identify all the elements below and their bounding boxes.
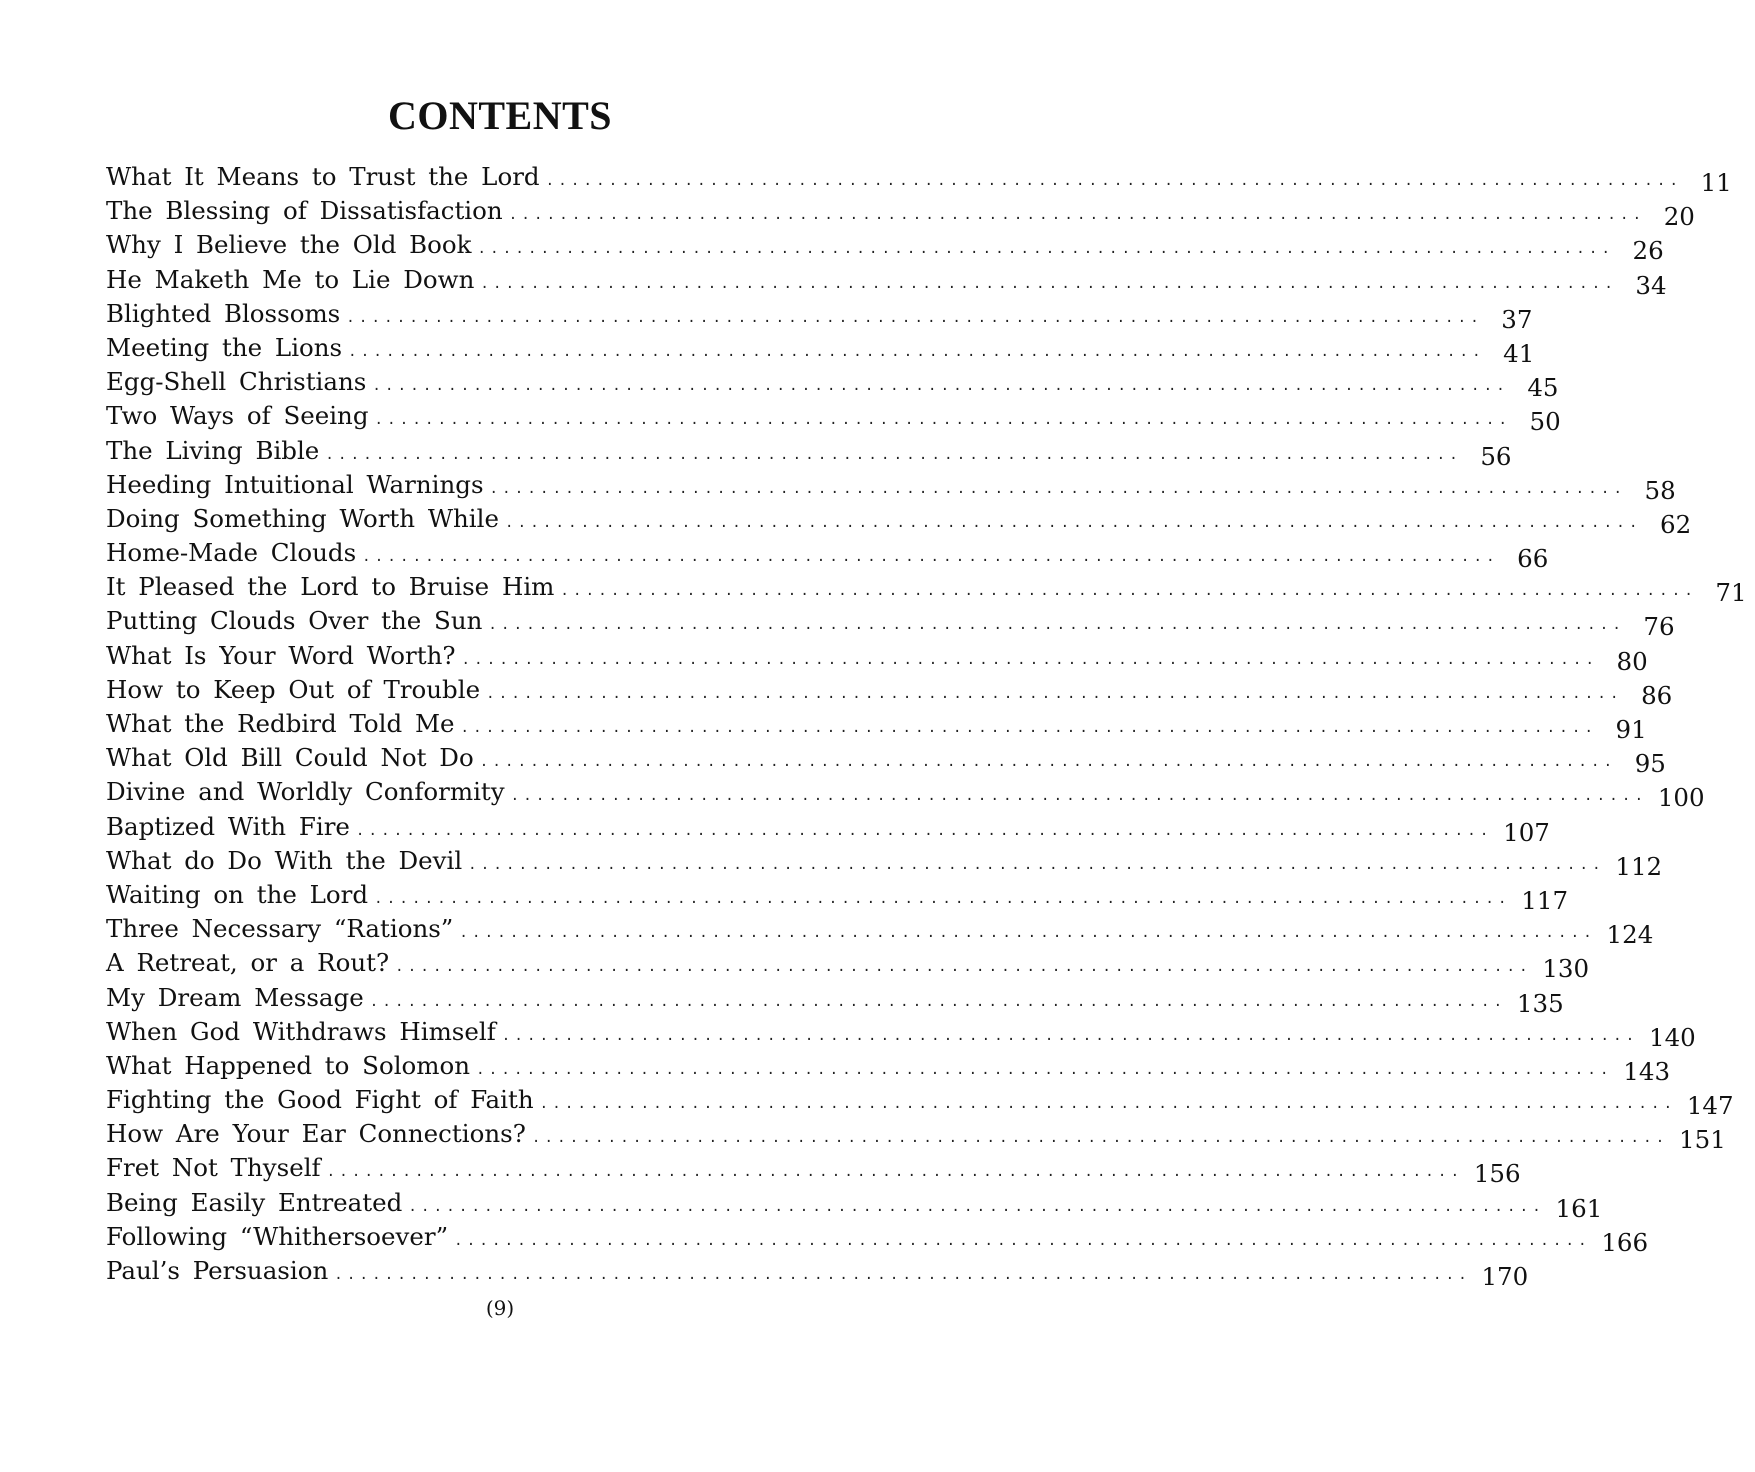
dot-leader: .......................................................................................... (479, 754, 1617, 771)
toc-entry-title: Egg-Shell Christians (106, 367, 367, 397)
toc-entry-title: What Is Your Word Worth? (106, 640, 456, 670)
dot-leader: .......................................................................................... (508, 207, 1646, 224)
toc-page-number: 37 (1501, 304, 1533, 334)
toc-page-number: 135 (1516, 988, 1564, 1018)
toc-entry (106, 536, 1549, 574)
dot-leader: .......................................................................................... (408, 1198, 1545, 1215)
toc-entry-title: Blighted Blossoms (106, 298, 341, 328)
toc-page-number: 130 (1542, 954, 1590, 984)
toc-entry (106, 1254, 1529, 1291)
toc-entry-title: Fret Not Thyself (106, 1153, 321, 1183)
toc-entry (106, 502, 1692, 539)
toc-entry (106, 570, 1747, 608)
toc-entry-title: When God Withdraws Himself (106, 1016, 496, 1046)
toc-page-number: 20 (1663, 202, 1695, 232)
dot-leader: .......................................................................................... (545, 173, 1683, 189)
toc-entry (106, 775, 1705, 813)
toc-entry-title: Doing Something Worth While (106, 503, 499, 533)
toc-page-number: 124 (1606, 920, 1654, 950)
dot-leader: .......................................................................................... (348, 343, 1485, 360)
toc-page-number: 56 (1480, 441, 1512, 471)
toc-page-number: 140 (1648, 1022, 1696, 1052)
dot-leader: .......................................................................................... (477, 241, 1615, 258)
dot-leader: .......................................................................................... (480, 275, 1617, 292)
dot-leader: .......................................................................................... (460, 720, 1598, 736)
toc-entry-title: The Living Bible (106, 435, 320, 465)
toc-entry (106, 1117, 1726, 1155)
toc-entry-title: What Happened to Solomon (106, 1050, 471, 1080)
toc-entry (106, 468, 1676, 505)
toc-entry (106, 981, 1564, 1018)
toc-entry (106, 434, 1512, 471)
toc-page-number: 117 (1521, 885, 1569, 915)
toc-entry-title: Fighting the Good Fight of Faith (106, 1085, 534, 1115)
toc-entry (106, 1083, 1734, 1121)
toc-page-number: 170 (1481, 1262, 1529, 1291)
toc-page-number: 66 (1517, 544, 1549, 574)
toc-entry-title: What do Do With the Devil (106, 845, 463, 875)
dot-leader: .......................................................................................... (369, 993, 1507, 1010)
toc-page-number: 151 (1679, 1125, 1726, 1155)
toc-entry (106, 399, 1561, 437)
toc-entry (106, 1186, 1603, 1223)
dot-leader: .......................................................................................... (325, 446, 1462, 463)
dot-leader: .......................................................................................... (372, 378, 1509, 395)
toc-page-number: 100 (1657, 783, 1705, 813)
dot-leader: .......................................................................................... (539, 1096, 1677, 1113)
toc-entry (106, 228, 1664, 266)
toc-entry (106, 160, 1732, 197)
toc-entry (106, 604, 1675, 642)
toc-entry (106, 741, 1666, 779)
dot-leader: .......................................................................................... (510, 788, 1648, 805)
dot-leader: .......................................................................................... (560, 583, 1697, 600)
toc-entry (106, 1049, 1671, 1086)
toc-entry (106, 639, 1648, 676)
toc-entry (106, 1220, 1649, 1257)
toc-page-number: 91 (1615, 715, 1647, 744)
toc-entry-title: A Retreat, or a Rout? (106, 948, 390, 978)
toc-entry-title: Following “Whithersoever” (106, 1221, 449, 1251)
toc-page-number: 45 (1527, 373, 1559, 403)
toc-page-number: 143 (1623, 1056, 1671, 1086)
toc-entry (106, 1015, 1696, 1052)
toc-entry (106, 331, 1535, 368)
toc-page-number: 58 (1644, 475, 1676, 505)
toc-entry (106, 194, 1695, 232)
toc-entry (106, 878, 1569, 915)
dot-leader: .......................................................................................... (374, 412, 1512, 429)
toc-page-number: 26 (1632, 236, 1664, 266)
dot-leader: .......................................................................................... (501, 1027, 1639, 1044)
toc-entry (106, 946, 1590, 984)
toc-entry-title: He Maketh Me to Lie Down (106, 264, 475, 294)
toc-entry-title: Meeting the Lions (106, 332, 343, 362)
toc-entry-title: Paul’s Persuasion (106, 1256, 329, 1285)
toc-page-number: 156 (1473, 1159, 1521, 1189)
dot-leader: .......................................................................................... (504, 514, 1642, 531)
dot-leader: .......................................................................................... (395, 959, 1532, 976)
dot-leader: .......................................................................................... (489, 480, 1627, 497)
toc-entry (106, 365, 1559, 403)
toc-page-number: 50 (1529, 407, 1561, 437)
dot-leader: .......................................................................................... (488, 617, 1625, 634)
dot-leader: .......................................................................................... (486, 685, 1623, 702)
toc-entry (106, 1151, 1521, 1189)
toc-entry-title: Heeding Intuitional Warnings (106, 469, 484, 499)
toc-entry (106, 673, 1673, 710)
dot-leader: .......................................................................................... (459, 925, 1596, 942)
toc-page-number: 112 (1615, 851, 1663, 881)
toc-page-number: 166 (1601, 1227, 1649, 1257)
toc-entry-title: Three Necessary “Rations” (106, 914, 454, 944)
toc-entry-title: Why I Believe the Old Book (106, 230, 472, 260)
toc-page-number: 161 (1555, 1193, 1603, 1223)
toc-entry-title: How Are Your Ear Connections? (106, 1119, 526, 1149)
toc-entry-title: It Pleased the Lord to Bruise Him (106, 572, 555, 602)
dot-leader: .......................................................................................... (468, 856, 1605, 873)
page-title: CONTENTS (387, 93, 613, 138)
toc-page-number: 41 (1503, 338, 1535, 368)
toc-page-number: 147 (1686, 1091, 1734, 1121)
toc-page-number: 107 (1503, 817, 1550, 847)
dot-leader: .......................................................................................... (531, 1130, 1669, 1147)
toc-entry-title: The Blessing of Dissatisfaction (106, 196, 503, 226)
toc-page-number: 71 (1715, 578, 1747, 608)
toc-page-number: 86 (1641, 680, 1673, 710)
dot-leader: .......................................................................................... (355, 822, 1493, 839)
toc-entry-title: Being Easily Entreated (106, 1187, 403, 1217)
dot-leader: .......................................................................................... (362, 549, 1499, 566)
dot-leader: .......................................................................................... (326, 1164, 1464, 1181)
toc-entry-title: Home-Made Clouds (106, 538, 357, 568)
toc-entry-title: My Dream Message (106, 982, 364, 1012)
toc-entry (106, 263, 1667, 300)
toc-page-number: 95 (1634, 749, 1666, 779)
dot-leader: .......................................................................................... (374, 890, 1511, 907)
toc-entry-title: Waiting on the Lord (106, 879, 369, 909)
toc-page-number: 62 (1659, 509, 1692, 539)
toc-entry-title: Divine and Worldly Conformity (106, 777, 505, 807)
toc-entry (106, 912, 1654, 950)
table-of-contents (106, 160, 1747, 1291)
toc-entry-title: What Old Bill Could Not Do (106, 743, 474, 773)
toc-entry-title: Two Ways of Seeing (106, 401, 369, 431)
toc-page-number: 76 (1643, 612, 1675, 642)
toc-entry (106, 844, 1663, 881)
toc-entry (106, 707, 1647, 744)
toc-entry (106, 297, 1533, 334)
toc-entry-title: Putting Clouds Over the Sun (106, 606, 483, 636)
toc-page-number: 34 (1635, 270, 1667, 300)
toc-entry-title: What It Means to Trust the Lord (106, 162, 540, 191)
toc-page-number: 11 (1700, 168, 1732, 197)
toc-entry-title: Baptized With Fire (106, 811, 350, 841)
toc-entry-title: How to Keep Out of Trouble (106, 674, 481, 704)
dot-leader: .......................................................................................... (461, 651, 1599, 668)
dot-leader: .......................................................................................... (346, 309, 1483, 326)
toc-entry (106, 810, 1550, 847)
page-number-footer: (9) (485, 1296, 515, 1320)
dot-leader: .......................................................................................... (476, 1061, 1613, 1078)
dot-leader: .......................................................................................... (454, 1232, 1591, 1249)
toc-entry-title: What the Redbird Told Me (106, 709, 455, 738)
dot-leader: .......................................................................................... (334, 1267, 1471, 1283)
toc-page-number: 80 (1616, 646, 1648, 676)
